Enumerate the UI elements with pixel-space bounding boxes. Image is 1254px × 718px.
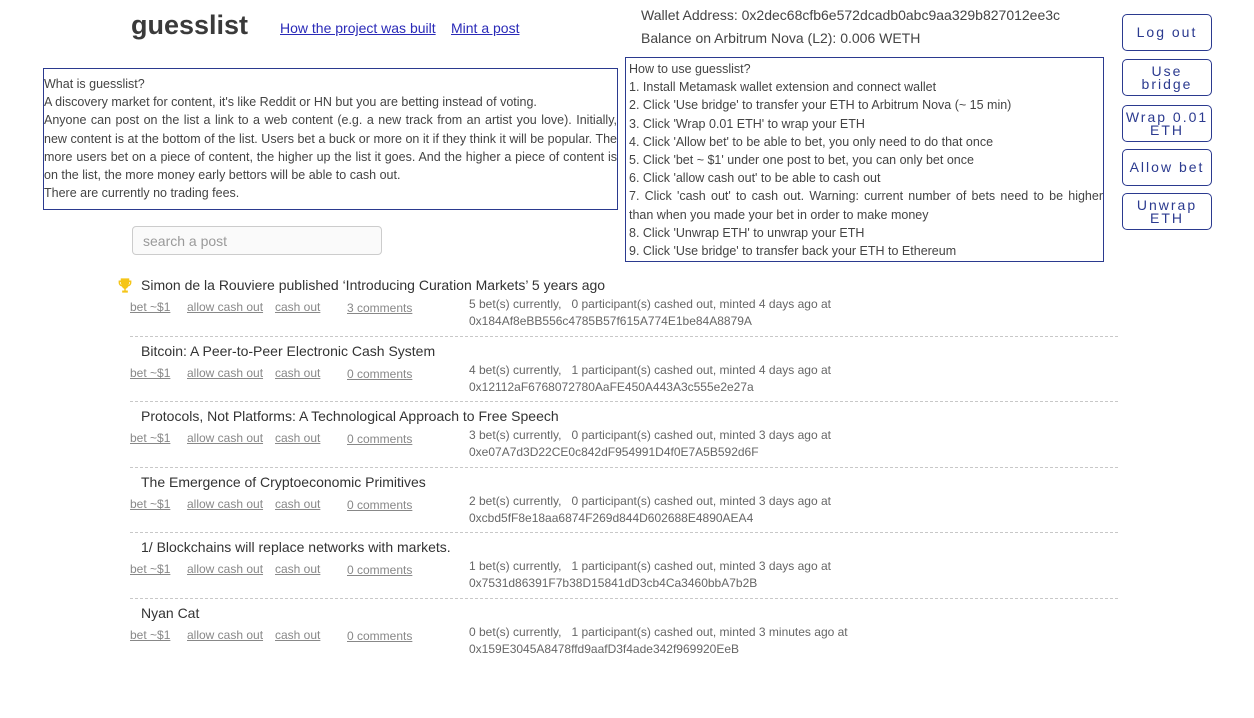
post-stats: 0 bet(s) currently, 1 participant(s) cashed out, minted 3 minutes ago at bbox=[469, 624, 848, 639]
howto-step: 7. Click 'cash out' to cash out. Warning: current number of bets need to be higher than when you made your bet in order to make money bbox=[629, 189, 1103, 222]
how-built-link[interactable]: How the project was built bbox=[280, 20, 436, 36]
post-item bbox=[130, 337, 1118, 403]
post-address: 0xcbd5fF8e18aa6874F269d844D602688E4890AEA4 bbox=[469, 510, 754, 525]
log-out-button[interactable]: Log out bbox=[1122, 14, 1212, 51]
howto-heading: How to use guesslist? bbox=[629, 62, 751, 76]
post-title[interactable]: Nyan Cat bbox=[141, 604, 200, 621]
wrap-eth-button[interactable]: Wrap 0.01 ETH bbox=[1122, 105, 1212, 142]
cash-out-link[interactable]: cash out bbox=[275, 431, 321, 445]
about-line: Anyone can post on the list a link to a web content (e.g. a new track from an artist you love). Initially, new content is at the bottom of the list. Users bet a buck or more on it if they think it will be popular. The more users bet on a piece of content, the higher up the list it goes. And the higher a piece of content is on the list, the more money early bettors will be able to cash out. bbox=[44, 113, 617, 183]
post-address: 0x12112aF6768072780AaFE450A443A3c555e2e27a bbox=[469, 379, 754, 394]
post-item bbox=[130, 533, 1118, 599]
unwrap-eth-button[interactable]: Unwrap ETH bbox=[1122, 193, 1212, 230]
wallet-address: Wallet Address: 0x2dec68cfb6e572dcadb0abc9aa329b827012ee3c bbox=[641, 7, 1061, 23]
howto-box bbox=[625, 57, 1104, 262]
post-address: 0x184Af8eBB556c4785B57f615A774E1be84A8879A bbox=[469, 314, 752, 328]
allow-cash-out-link[interactable]: allow cash out bbox=[187, 562, 264, 576]
about-line: There are currently no trading fees. bbox=[44, 186, 240, 201]
about-heading: What is guesslist? bbox=[44, 77, 145, 91]
allow-cash-out-link[interactable]: allow cash out bbox=[187, 496, 264, 511]
comments-link[interactable]: 3 comments bbox=[347, 301, 413, 315]
comments-link[interactable]: 0 comments bbox=[347, 563, 413, 577]
post-meta bbox=[469, 493, 831, 527]
cash-out-link[interactable]: cash out bbox=[275, 627, 321, 642]
cash-out-link[interactable]: cash out bbox=[275, 300, 321, 314]
use-bridge-button[interactable]: Use bridge bbox=[1122, 59, 1212, 96]
bet-link[interactable]: bet ~$1 bbox=[130, 431, 171, 445]
howto-step: 8. Click 'Unwrap ETH' to unwrap your ETH bbox=[629, 225, 865, 240]
trophy-icon bbox=[116, 277, 134, 294]
howto-step: 9. Click 'Use bridge' to transfer back your ETH to Ethereum bbox=[629, 244, 957, 259]
howto-step: 2. Click 'Use bridge' to transfer your ETH to Arbitrum Nova (~ 15 min) bbox=[629, 98, 1012, 113]
allow-cash-out-link[interactable]: allow cash out bbox=[187, 627, 264, 642]
post-title[interactable]: The Emergence of Cryptoeconomic Primitives bbox=[141, 473, 426, 490]
comments-link[interactable]: 0 comments bbox=[347, 366, 413, 381]
post-stats: 4 bet(s) currently, 1 participant(s) cashed out, minted 4 days ago at bbox=[469, 362, 831, 377]
allow-cash-out-link[interactable]: allow cash out bbox=[187, 300, 264, 314]
post-item bbox=[130, 468, 1118, 534]
wallet-balance: Balance on Arbitrum Nova (L2): 0.006 WETH bbox=[641, 30, 921, 46]
post-stats: 3 bet(s) currently, 0 participant(s) cashed out, minted 3 days ago at bbox=[469, 428, 831, 442]
post-title[interactable]: Protocols, Not Platforms: A Technological Approach to Free Speech bbox=[141, 408, 559, 424]
cash-out-link[interactable]: cash out bbox=[275, 496, 321, 511]
post-stats: 5 bet(s) currently, 0 participant(s) cashed out, minted 4 days ago at bbox=[469, 297, 831, 311]
comments-link[interactable]: 0 comments bbox=[347, 432, 413, 446]
howto-step: 6. Click 'allow cash out' to be able to cash out bbox=[629, 171, 881, 186]
howto-step: 4. Click 'Allow bet' to be able to bet, you only need to do that once bbox=[629, 134, 994, 149]
post-stats: 1 bet(s) currently, 1 participant(s) cashed out, minted 3 days ago at bbox=[469, 559, 831, 573]
bet-link[interactable]: bet ~$1 bbox=[130, 562, 171, 576]
post-address: 0xe07A7d3D22CE0c842dF954991D4f0E7A5B592d6F bbox=[469, 445, 759, 459]
post-meta bbox=[469, 427, 831, 461]
post-item bbox=[130, 599, 1118, 665]
post-address: 0x159E3045A8478ffd9aafD3f4ade342f969920EeB bbox=[469, 641, 740, 656]
comments-link[interactable]: 0 comments bbox=[347, 497, 413, 512]
about-line: A discovery market for content, it's like Reddit or HN but you are betting instead of voting. bbox=[44, 95, 537, 110]
post-title[interactable]: Simon de la Rouviere published ‘Introducing Curation Markets’ 5 years ago bbox=[141, 277, 606, 293]
allow-bet-button[interactable]: Allow bet bbox=[1122, 149, 1212, 186]
allow-cash-out-link[interactable]: allow cash out bbox=[187, 431, 264, 445]
post-list bbox=[130, 271, 1118, 664]
bet-link[interactable]: bet ~$1 bbox=[130, 300, 171, 314]
bet-link[interactable]: bet ~$1 bbox=[130, 365, 171, 380]
post-item bbox=[130, 402, 1118, 468]
post-address: 0x7531d86391F7b38D15841dD3cb4Ca3460bbA7b2B bbox=[469, 576, 758, 590]
post-meta bbox=[469, 362, 831, 396]
logo: guesslist bbox=[131, 10, 249, 40]
allow-cash-out-link[interactable]: allow cash out bbox=[187, 365, 264, 380]
post-meta bbox=[469, 624, 848, 658]
howto-step: 5. Click 'bet ~ $1' under one post to bet, you can only bet once bbox=[629, 153, 974, 168]
mint-post-link[interactable]: Mint a post bbox=[451, 20, 520, 36]
cash-out-link[interactable]: cash out bbox=[275, 562, 321, 576]
post-meta bbox=[469, 558, 831, 592]
howto-step: 3. Click 'Wrap 0.01 ETH' to wrap your ETH bbox=[629, 116, 865, 131]
post-stats: 2 bet(s) currently, 0 participant(s) cashed out, minted 3 days ago at bbox=[469, 493, 831, 508]
post-title[interactable]: 1/ Blockchains will replace networks with markets. bbox=[141, 539, 451, 555]
about-box bbox=[43, 68, 618, 210]
bet-link[interactable]: bet ~$1 bbox=[130, 627, 171, 642]
search-input[interactable] bbox=[132, 226, 382, 255]
cash-out-link[interactable]: cash out bbox=[275, 365, 321, 380]
post-item bbox=[130, 271, 1118, 337]
bet-link[interactable]: bet ~$1 bbox=[130, 496, 171, 511]
howto-step: 1. Install Metamask wallet extension and connect wallet bbox=[629, 80, 937, 95]
comments-link[interactable]: 0 comments bbox=[347, 628, 413, 643]
post-meta bbox=[469, 296, 831, 330]
post-title[interactable]: Bitcoin: A Peer-to-Peer Electronic Cash System bbox=[141, 342, 436, 359]
